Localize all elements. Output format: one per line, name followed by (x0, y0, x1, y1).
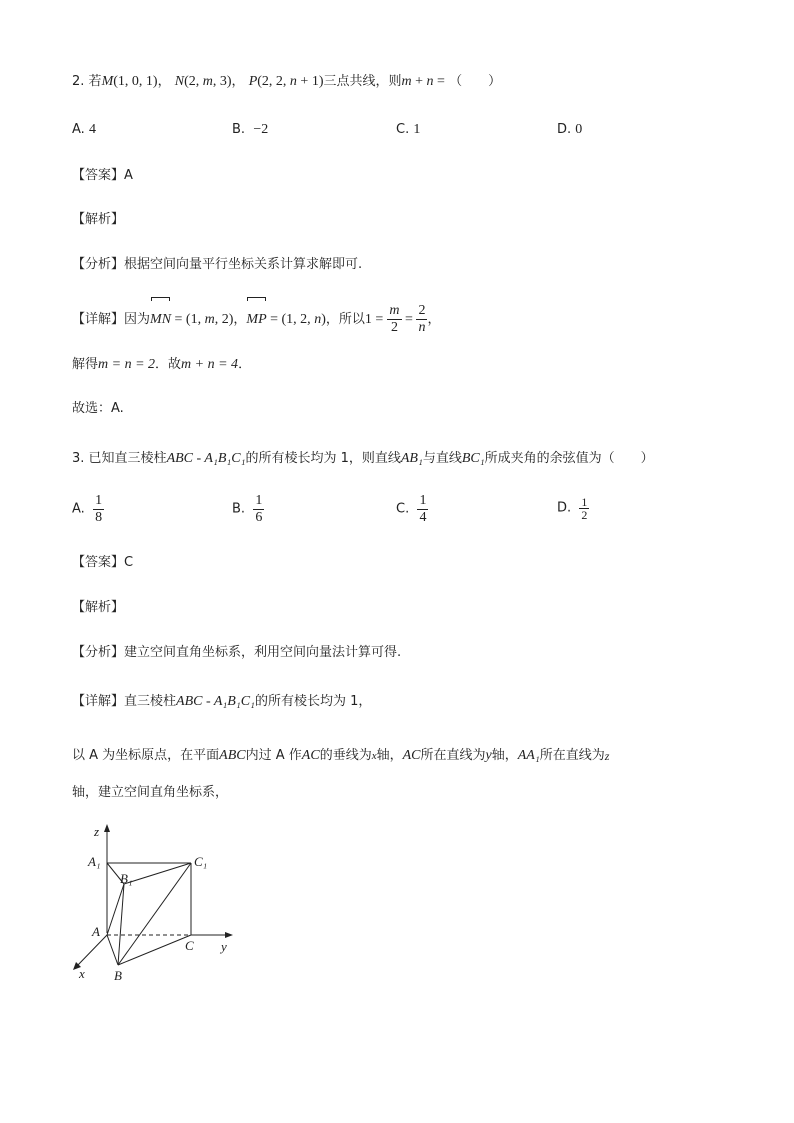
q3-option-a: A. $\frac{1}{8}$ (72, 493, 103, 525)
vector-mn: MN (150, 300, 171, 340)
q3-answer: 【答案】C (72, 555, 134, 570)
z-arrow (104, 824, 110, 832)
q2-option-b: B. −2 (232, 122, 269, 137)
q2-conclusion: 故选：A. (72, 401, 124, 416)
q3-analysis-heading: 【解析】 (72, 600, 125, 615)
label-a1: A₁ (88, 854, 101, 869)
prism-coordinate-figure (60, 820, 260, 990)
q3-paragraph: 以 A 为坐标原点，在平面ABC内过 A 作AC的垂线为$^x$轴，AC所在直线为y轴，AA₁所在直线为z (72, 748, 610, 763)
vector-mp: MP (246, 300, 266, 340)
fraction-m-over-2: $\frac{m}{2}$ (389, 303, 400, 335)
q3-paragraph-2: 轴，建立空间直角坐标系， (72, 785, 229, 800)
q2-analysis-heading: 【解析】 (72, 212, 125, 227)
fraction-2-over-n: $\frac{2}{n}$ (418, 303, 426, 335)
q2-xiangjie: 【详解】因为MN = (1, m, 2)，MP = (1, 2, n)，所以1 = $\frac{m}{2}$ = $\frac{2}{n}$ ， (72, 300, 440, 340)
label-x: x (79, 966, 85, 981)
label-a: A (92, 924, 100, 939)
q2-solve: 解得m = n = 2．故m + n = 4． (72, 357, 252, 372)
q2-fenxi: 【分析】根据空间向量平行坐标关系计算求解即可. (72, 257, 363, 272)
q2-stem: 2. 若M(1, 0, 1)， N(2, m, 3)， P(2, 2, n + 1)三点共线，则m + n = （ ） (72, 74, 502, 89)
q2-option-d: D. 0 (557, 122, 583, 137)
label-z: z (94, 824, 100, 839)
label-b: B (114, 968, 122, 983)
label-c1: C₁ (194, 854, 208, 869)
q3-stem: 3. 已知直三棱柱ABC - A₁B₁C₁的所有棱长均为 1，则直线AB₁与直线BC₁所成夹角的余弦值为（ ） (72, 451, 654, 466)
edge-bb1 (118, 884, 124, 965)
q3-option-c: C. $\frac{1}{4}$ (396, 493, 427, 525)
label-y: y (221, 939, 227, 954)
q2-number: 2. (72, 74, 85, 89)
q3-fenxi: 【分析】建立空间直角坐标系，利用空间向量法计算可得. (72, 645, 402, 660)
edge-ab (107, 935, 118, 965)
label-b1: B₁ (120, 871, 133, 886)
edge-b1c1 (124, 863, 191, 884)
q2-option-a: A. 4 (72, 122, 96, 137)
q3-option-d: D. $\frac{1}{2}$ (557, 495, 588, 522)
x-axis (76, 935, 107, 967)
label-c: C (185, 938, 194, 953)
q2-option-c: C. 1 (396, 122, 421, 137)
y-arrow (225, 932, 233, 938)
line-ab1 (107, 884, 124, 935)
q3-number: 3. (72, 451, 85, 466)
q3-xiangjie: 【详解】直三棱柱ABC - A₁B₁C₁的所有棱长均为 1， (72, 694, 372, 709)
q3-option-b: B. $\frac{1}{6}$ (232, 493, 263, 525)
q2-answer: 【答案】A (72, 168, 133, 183)
